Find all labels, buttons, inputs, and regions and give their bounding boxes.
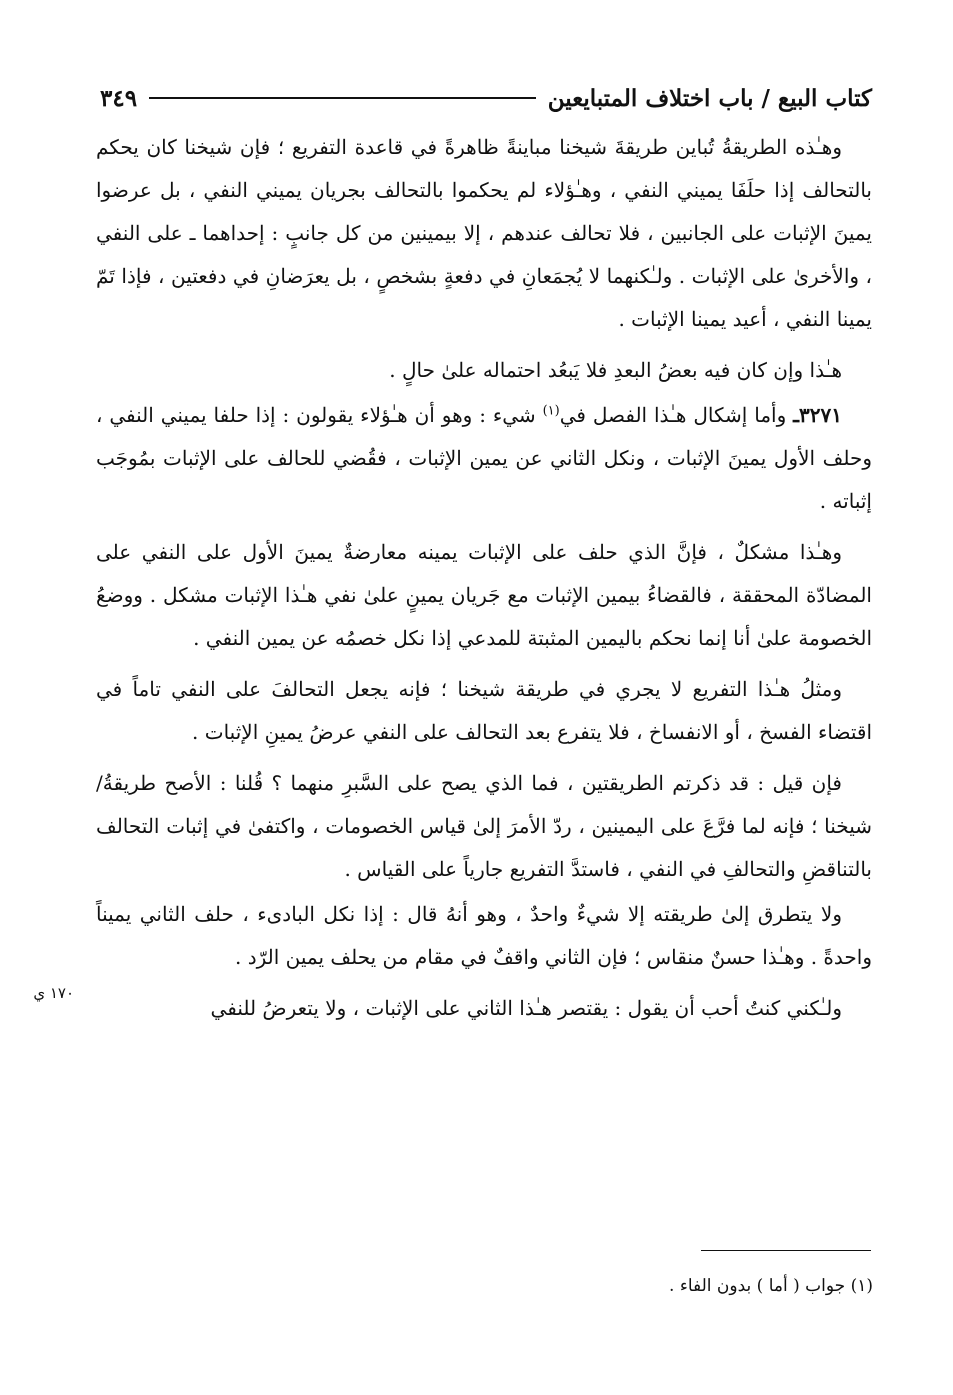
issue-number: ٣٢٧١ـ (793, 403, 842, 427)
manuscript-folio-note: ١٧٠ ي (33, 984, 74, 1002)
paragraph: ومثلُ هـٰذا التفريع لا يجري في طريقة شيخنا ؛ فإنه يجعل التحالفَ على النفي تاماً في اقتضاء الفسخ ، أو الانفساخ ، فلا يتفرع بعد التحالف على النفي عرضُ يمينِ الإثبات . (96, 677, 872, 744)
main-text (96, 126, 872, 1038)
running-title: كتاب البيع / باب اختلاف المتبايعين (547, 84, 872, 112)
running-header (100, 78, 872, 118)
footnote: (١) جواب ( أما ) بدون الفاء . (669, 1276, 873, 1296)
paragraph: وهـٰذا مشكلٌ ، فإنَّ الذي حلف على الإثبات يمينه معارضةٌ يمينَ الأول على النفي على المضادّة المحققة ، فالقضاءُ بيمين الإثبات مع جَريان يمينٍ علىٰ نفي هـٰذا الإثبات مشكل . ووضعُ الخصومة علىٰ أنا إنما نحكم باليمين المثبتة للمدعي إذا نكل خصمُه عن يمين النفي . (96, 540, 872, 650)
paragraph-numbered (96, 394, 872, 523)
footnote-rule (701, 1250, 871, 1251)
footnote-reference: (١) (542, 403, 560, 419)
paragraph: وهـٰذه الطريقةُ تُباين طريقةَ شيخنا مباينةً ظاهرةً في قاعدة التفريع ؛ فإن شيخنا كان يحكم بالتحالف إذا حلَفَا يميني النفي ، وهـٰؤلاء لم يحكموا بالتحالف بجريان يميني النفي ، بل عرضوا يمينَ الإثبات على الجانبين ، فلا تحالف عندهم ، إلا بيمينين من كل جانبٍ : إحداهما ـ على النفي ، والأخرىٰ على الإثبات . ولـٰكنهما لا يُجمَعانِ في دفعةٍ بشخصٍ ، بل يعرَضانِ في دفعتين ، فإذا تَمّ يمينا النفي ، أعيد يمينا الإثبات . (96, 135, 872, 331)
paragraph: ولا يتطرق إلىٰ طريقته إلا شيءٌ واحدٌ ، وهو أنهُ قال : إذا نكل البادىء ، حلف الثاني يميناً واحدةً . وهـٰذا حسنٌ منقاس ؛ فإن الثاني واقفٌ في مقام من يحلف يمين الرّد . (96, 902, 872, 969)
paragraph: ولـٰكني كنتُ أحب أن يقول : يقتصر هـٰذا الثاني على الإثبات ، ولا يتعرضُ للنفي (210, 996, 842, 1020)
paragraph: فإن قيل : قد ذكرتم الطريقتين ، فما الذي يصح على السَّبرِ منهما ؟ قُلنا : الأصح طريقةُ/ شيخنا ؛ فإنه لما فرَّعَ على اليمينين ، ردّ الأمرَ إلىٰ قياس الخصومات ، واكتفىٰ في إثبات التحالف بالتناقضِ والتحالفِ في النفي ، فاستدَّ التفريع جارياً على القياس . (96, 771, 872, 881)
paragraph-text: وأما إشكال هـٰذا الفصل في (559, 403, 794, 427)
header-rule (149, 97, 536, 99)
paragraph-text: شيء : وهو أن هـٰؤلاء يقولون : إذا حلفا يميني النفي ، وحلف الأول يمينَ الإثبات ، ونكل الثاني عن يمين الإثبات ، فقُضي للحالف على الإثبات بمُوجَب إثباته . (96, 403, 872, 513)
page-number: ٣٤٩ (100, 84, 138, 112)
paragraph: هـٰذا وإن كان فيه بعضُ البعدِ فلا يَبعُد احتماله علىٰ حالٍ . (389, 358, 842, 382)
